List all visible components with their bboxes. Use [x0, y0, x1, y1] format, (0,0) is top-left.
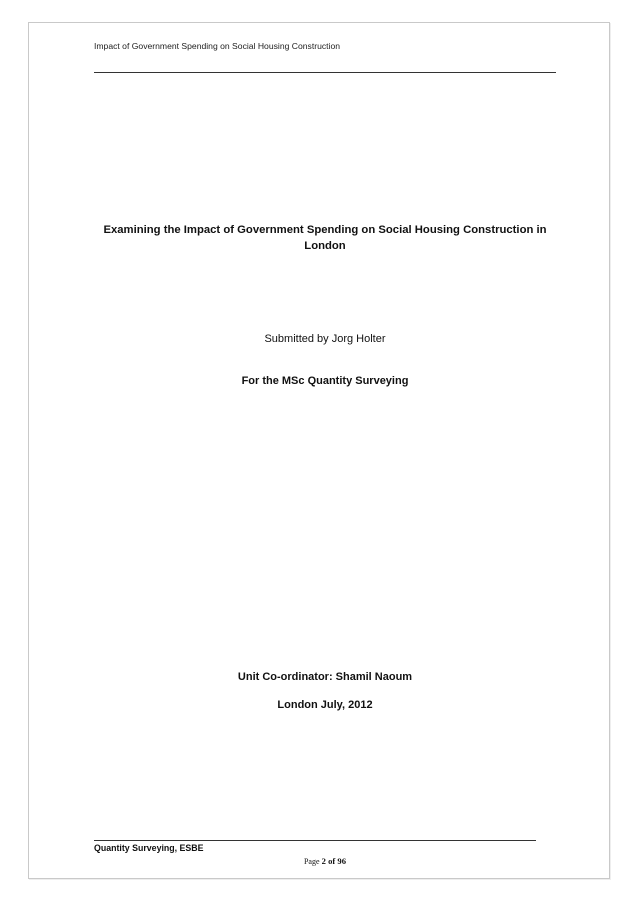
footer-divider [94, 840, 536, 841]
page-number [94, 856, 556, 866]
document-title: Examining the Impact of Government Spending on Social Housing Construction in London [103, 224, 547, 252]
document-page [28, 22, 610, 879]
degree-line: For the MSc Quantity Surveying [241, 375, 409, 387]
running-header: Impact of Government Spending on Social Housing Construction [94, 41, 341, 51]
place-and-date: London July, 2012 [277, 699, 373, 711]
submitted-by: Submitted by Jorg Holter [264, 333, 386, 345]
header-divider [94, 72, 556, 73]
unit-coordinator: Unit Co-ordinator: Shamil Naoum [237, 671, 413, 683]
page-count: 2 of 96 [321, 856, 347, 866]
page-label: Page [303, 857, 320, 866]
footer-department: Quantity Surveying, ESBE [94, 843, 204, 853]
